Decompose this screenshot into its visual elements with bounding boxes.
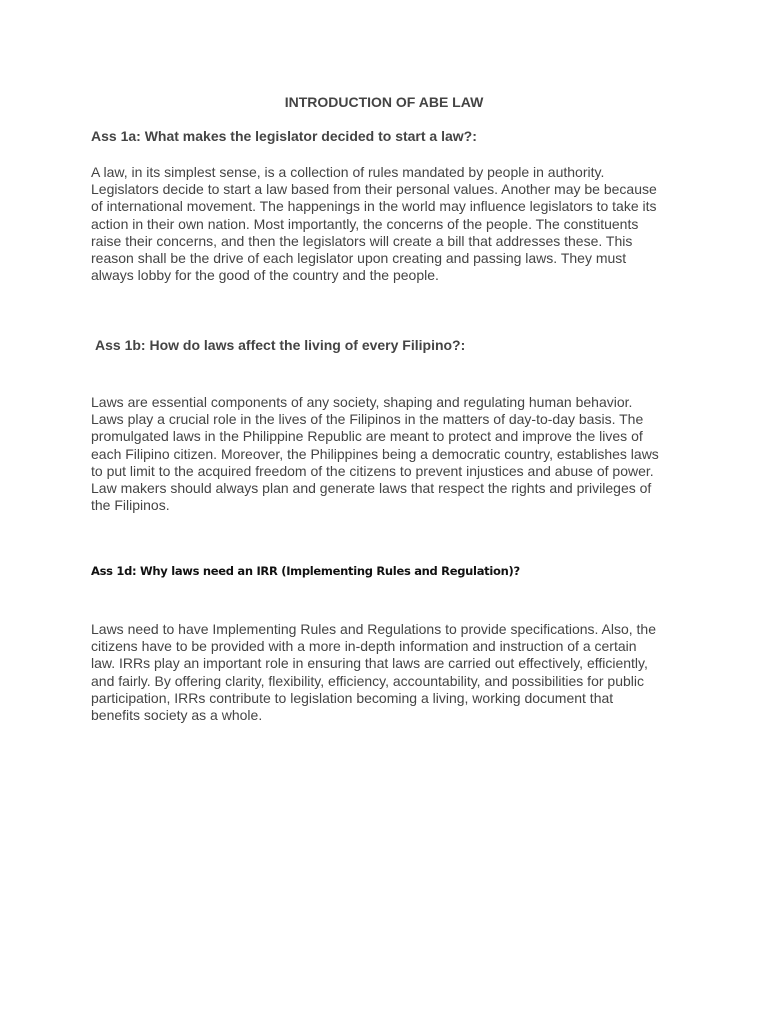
paragraph-line: raise their concerns, and then the legislators will create a bill that addresses these. This: [91, 232, 633, 249]
document-title: INTRODUCTION OF ABE LAW: [284, 94, 484, 110]
section-1a-heading: Ass 1a: What makes the legislator decided to start a law?:: [91, 128, 477, 144]
paragraph-line: Laws need to have Implementing Rules and Regulations to provide specifications. Also, the: [91, 621, 657, 637]
paragraph-line: Laws play a crucial role in the lives of the Filipinos in the matters of day-to-day basis. The: [91, 411, 644, 428]
paragraph-line: of international movement. The happenings in the world may influence legislators to take its: [91, 198, 657, 215]
section-1b-heading: Ass 1b: How do laws affect the living of every Filipino?:: [95, 337, 466, 353]
paragraph-line: and fairly. By offering clarity, flexibility, efficiency, accountability, and possibilities for public: [91, 672, 644, 689]
paragraph-line: citizens have to be provided with a more in-depth information and instruction of a certain: [91, 638, 637, 655]
section-1a-paragraph: [91, 164, 687, 284]
paragraph-line: promulgated laws in the Philippine Republic are meant to protect and improve the lives of: [91, 428, 643, 445]
paragraph-line: Law makers should always plan and generate laws that respect the rights and privileges of: [91, 480, 652, 497]
paragraph-line: reason shall be the drive of each legislator upon creating and passing laws. They must: [91, 250, 627, 267]
paragraph-line: the Filipinos.: [91, 497, 170, 514]
section-1d-paragraph: [91, 621, 687, 724]
paragraph-line: Legislators decide to start a law based from their personal values. Another may be because: [91, 181, 657, 198]
paragraph-line: each Filipino citizen. Moreover, the Philippines being a democratic country, establishes laws: [91, 445, 659, 462]
paragraph-line: Laws are essential components of any society, shaping and regulating human behavior.: [91, 394, 633, 410]
paragraph-line: action in their own nation. Most importantly, the concerns of the people. The constituents: [91, 215, 639, 232]
paragraph-line: benefits society as a whole.: [91, 707, 263, 724]
paragraph-line: participation, IRRs contribute to legislation becoming a living, working document that: [91, 689, 614, 706]
paragraph-line: to put limit to the acquired freedom of the citizens to prevent injustices and abuse of power.: [91, 462, 654, 479]
paragraph-line: A law, in its simplest sense, is a collection of rules mandated by people in authority.: [91, 164, 605, 180]
section-1b-paragraph: [91, 394, 687, 514]
section-1d-heading: Ass 1d: Why laws need an IRR (Implementing Rules and Regulation)?: [91, 564, 520, 578]
paragraph-line: law. IRRs play an important role in ensuring that laws are carried out effectively, efficiently,: [91, 655, 648, 672]
paragraph-line: always lobby for the good of the country and the people.: [91, 267, 439, 284]
